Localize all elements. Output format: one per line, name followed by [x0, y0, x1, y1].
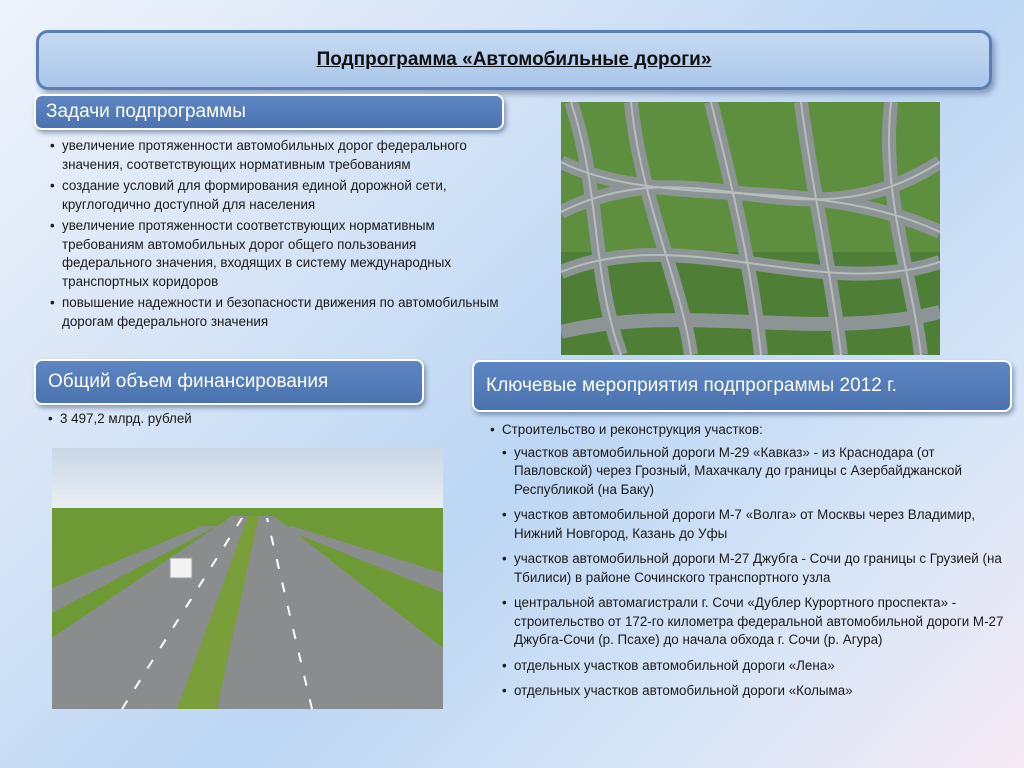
tasks-list: [50, 137, 500, 334]
list-item: • участков автомобильной дороги М-29 «Кавказ» - из Краснодара (от Павловской) через Грозный, Махачкалу до границы с Азербайджанской Республикой (на Баку): [502, 444, 1010, 500]
list-item: • повышение надежности и безопасности движения по автомобильным дорогам федерального значения: [50, 294, 500, 331]
page-title: Подпрограмма «Автомобильные дороги»: [316, 49, 712, 70]
list-item: • увеличение протяженности автомобильных дорог федерального значения, соответствующих нормативным требованиям: [50, 137, 500, 174]
key-events-intro: • Строительство и реконструкция участков:: [490, 421, 1010, 440]
list-item: • участков автомобильной дороги М-7 «Волга» от Москвы через Владимир, Нижний Новгород, Казань до Уфы: [502, 506, 1010, 543]
highway-photo: [52, 448, 443, 709]
tasks-header-label: Задачи подпрограммы: [46, 101, 246, 122]
list-item: • отдельных участков автомобильной дороги «Колыма»: [502, 682, 1010, 701]
list-item: • центральной автомагистрали г. Сочи «Дублер Курортного проспекта» - строительство от 172-го километра федеральной автомобильной дороги М-27 Джубга-Сочи (р. Псахе) до начала обхода г. Сочи (р. Агура): [502, 594, 1010, 650]
financing-list: [48, 410, 408, 428]
list-item: • увеличение протяженности соответствующих нормативным требованиям автомобильных дорог общего пользования федерального значения, входящих в систему международных транспортных коридоров: [50, 217, 500, 291]
key-events-list: [502, 444, 1010, 701]
list-item: • участков автомобильной дороги М-27 Джубга - Сочи до границы с Грузией (на Тбилиси) в районе Сочинского транспортного узла: [502, 550, 1010, 587]
key-events-header-label: Ключевые мероприятия подпрограммы 2012 г.: [486, 375, 897, 396]
list-item: • 3 497,2 млрд. рублей: [48, 410, 408, 428]
interchange-photo: [561, 102, 940, 355]
list-item: • создание условий для формирования единой дорожной сети, круглогодично доступной для населения: [50, 177, 500, 214]
highway-illustration: [52, 448, 443, 709]
financing-header-label: Общий объем финансирования: [48, 371, 329, 392]
list-item: • отдельных участков автомобильной дороги «Лена»: [502, 657, 1010, 676]
financing-header: [34, 359, 424, 405]
key-events-content: [490, 421, 1010, 708]
interchange-illustration: [561, 102, 940, 355]
key-events-header: [472, 360, 1012, 412]
tasks-header: [34, 94, 504, 130]
title-box: [36, 30, 992, 90]
